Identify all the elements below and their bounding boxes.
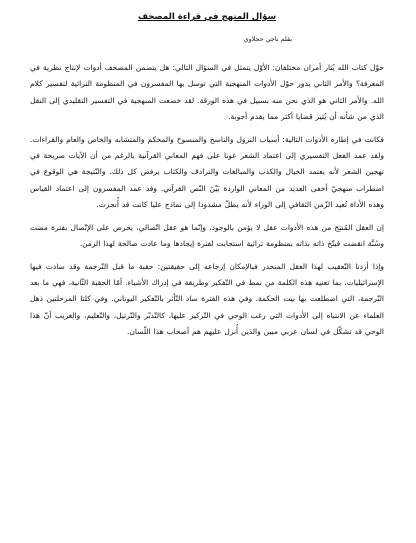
paragraph-4: وإذا أردنا التّعقيب لهذا العقل المنحدر فبالإمكان إرجاعه إلى حقيقتين: حقبة ما قبل التّرجمة وقد سادت فيها الإسرائيليات، بما تعنيه هذه الكلمة من نمط في التّفكير وطريقة في إدراك الأشياء. أمّا الحقبة الثّانية، فهي ما بعد التّرجمة، التي اضطلعت بها بيت الحكمة. وفي هذه الفترة ساد التّأثر بالتّفكير اليوناني. وفي كلتا المرحلتين ذهل العلماء عن الانتباه إلى الأدوات التي رغب الوحي في التّركيز عليها، كالتّدبّر والتّرتيل، والتّعليم، والغريب أنّ هذا الوحي قد تشكّل في لسان عربي مبين والذين أُنزل عليهم هم أصحاب هذا اللّسان.: [30, 261, 384, 336]
paragraph-3: إن العقل المُنتِج من هذه الأدوات عقل لا يؤمن بالوجود، وإنّما هو عقل اتّصالي، يحرص على الإتّصال بفترة مضت وسُنَّة انقضت فيتّخ ذاته بذاته بمنظومة تراثية استجابت لفترة إيجادها وما عادت صالحة لهذا الزمن.: [30, 222, 384, 248]
paragraph-2: فكانت في إطاره الأدوات التالية: أسباب النزول والناسخ والمنسوخ والمحكم والمتشابه والخاص والعام والقراءات. ولقد عمد الفعل التفسيري إلى اعتماد الشعر عونا على فهم المعاني القرآنية بالرغم من أن الآيات صريحة في تهجين الشعر لأنه يعتمد الخيال والكذب والمبالغات والترادف والكتاب يرفض كل ذلك. والنّتيجة هي الوقوع في اضطراب منهجيّ أخفى العديد من المعاني الواردة بَيْنَ النّص القرآني. وقد عمد المفسرون إلى اعتماد القياس وهذه الأداة تُعيد الزّمن الثقافي إلى الوراء لأنه يظلّ مشدودا إلى نماذج عليا كانت قد أُنجزت.: [30, 134, 384, 209]
document-title: سؤال المنهج في قراءة المصحف: [137, 12, 277, 22]
paragraph-1: حوْل كتاب الله يُثار أمران مختلفان: الأوّل يتمثل في السؤال التالي: هل يتضمن المصحف أدوات لإنتاج نظرية في المعرفة؟ والأمر الثاني يدور حوْل الأدوات المنهجية التي توسل بها المفسرون في المنظومة التراثية لتفسير كلام الله. والأمر الثاني هو الذي نحن منه بسبيل في هذه الورقة. لقد خضعت المنهجية في التفسير التقليدي إلى النقل الذي من شأنه أن يُثير قضايا أكثر مما يقدم أجوبة.: [30, 63, 384, 121]
author-byline: بقلم ناجي حجلاوي: [243, 35, 292, 43]
